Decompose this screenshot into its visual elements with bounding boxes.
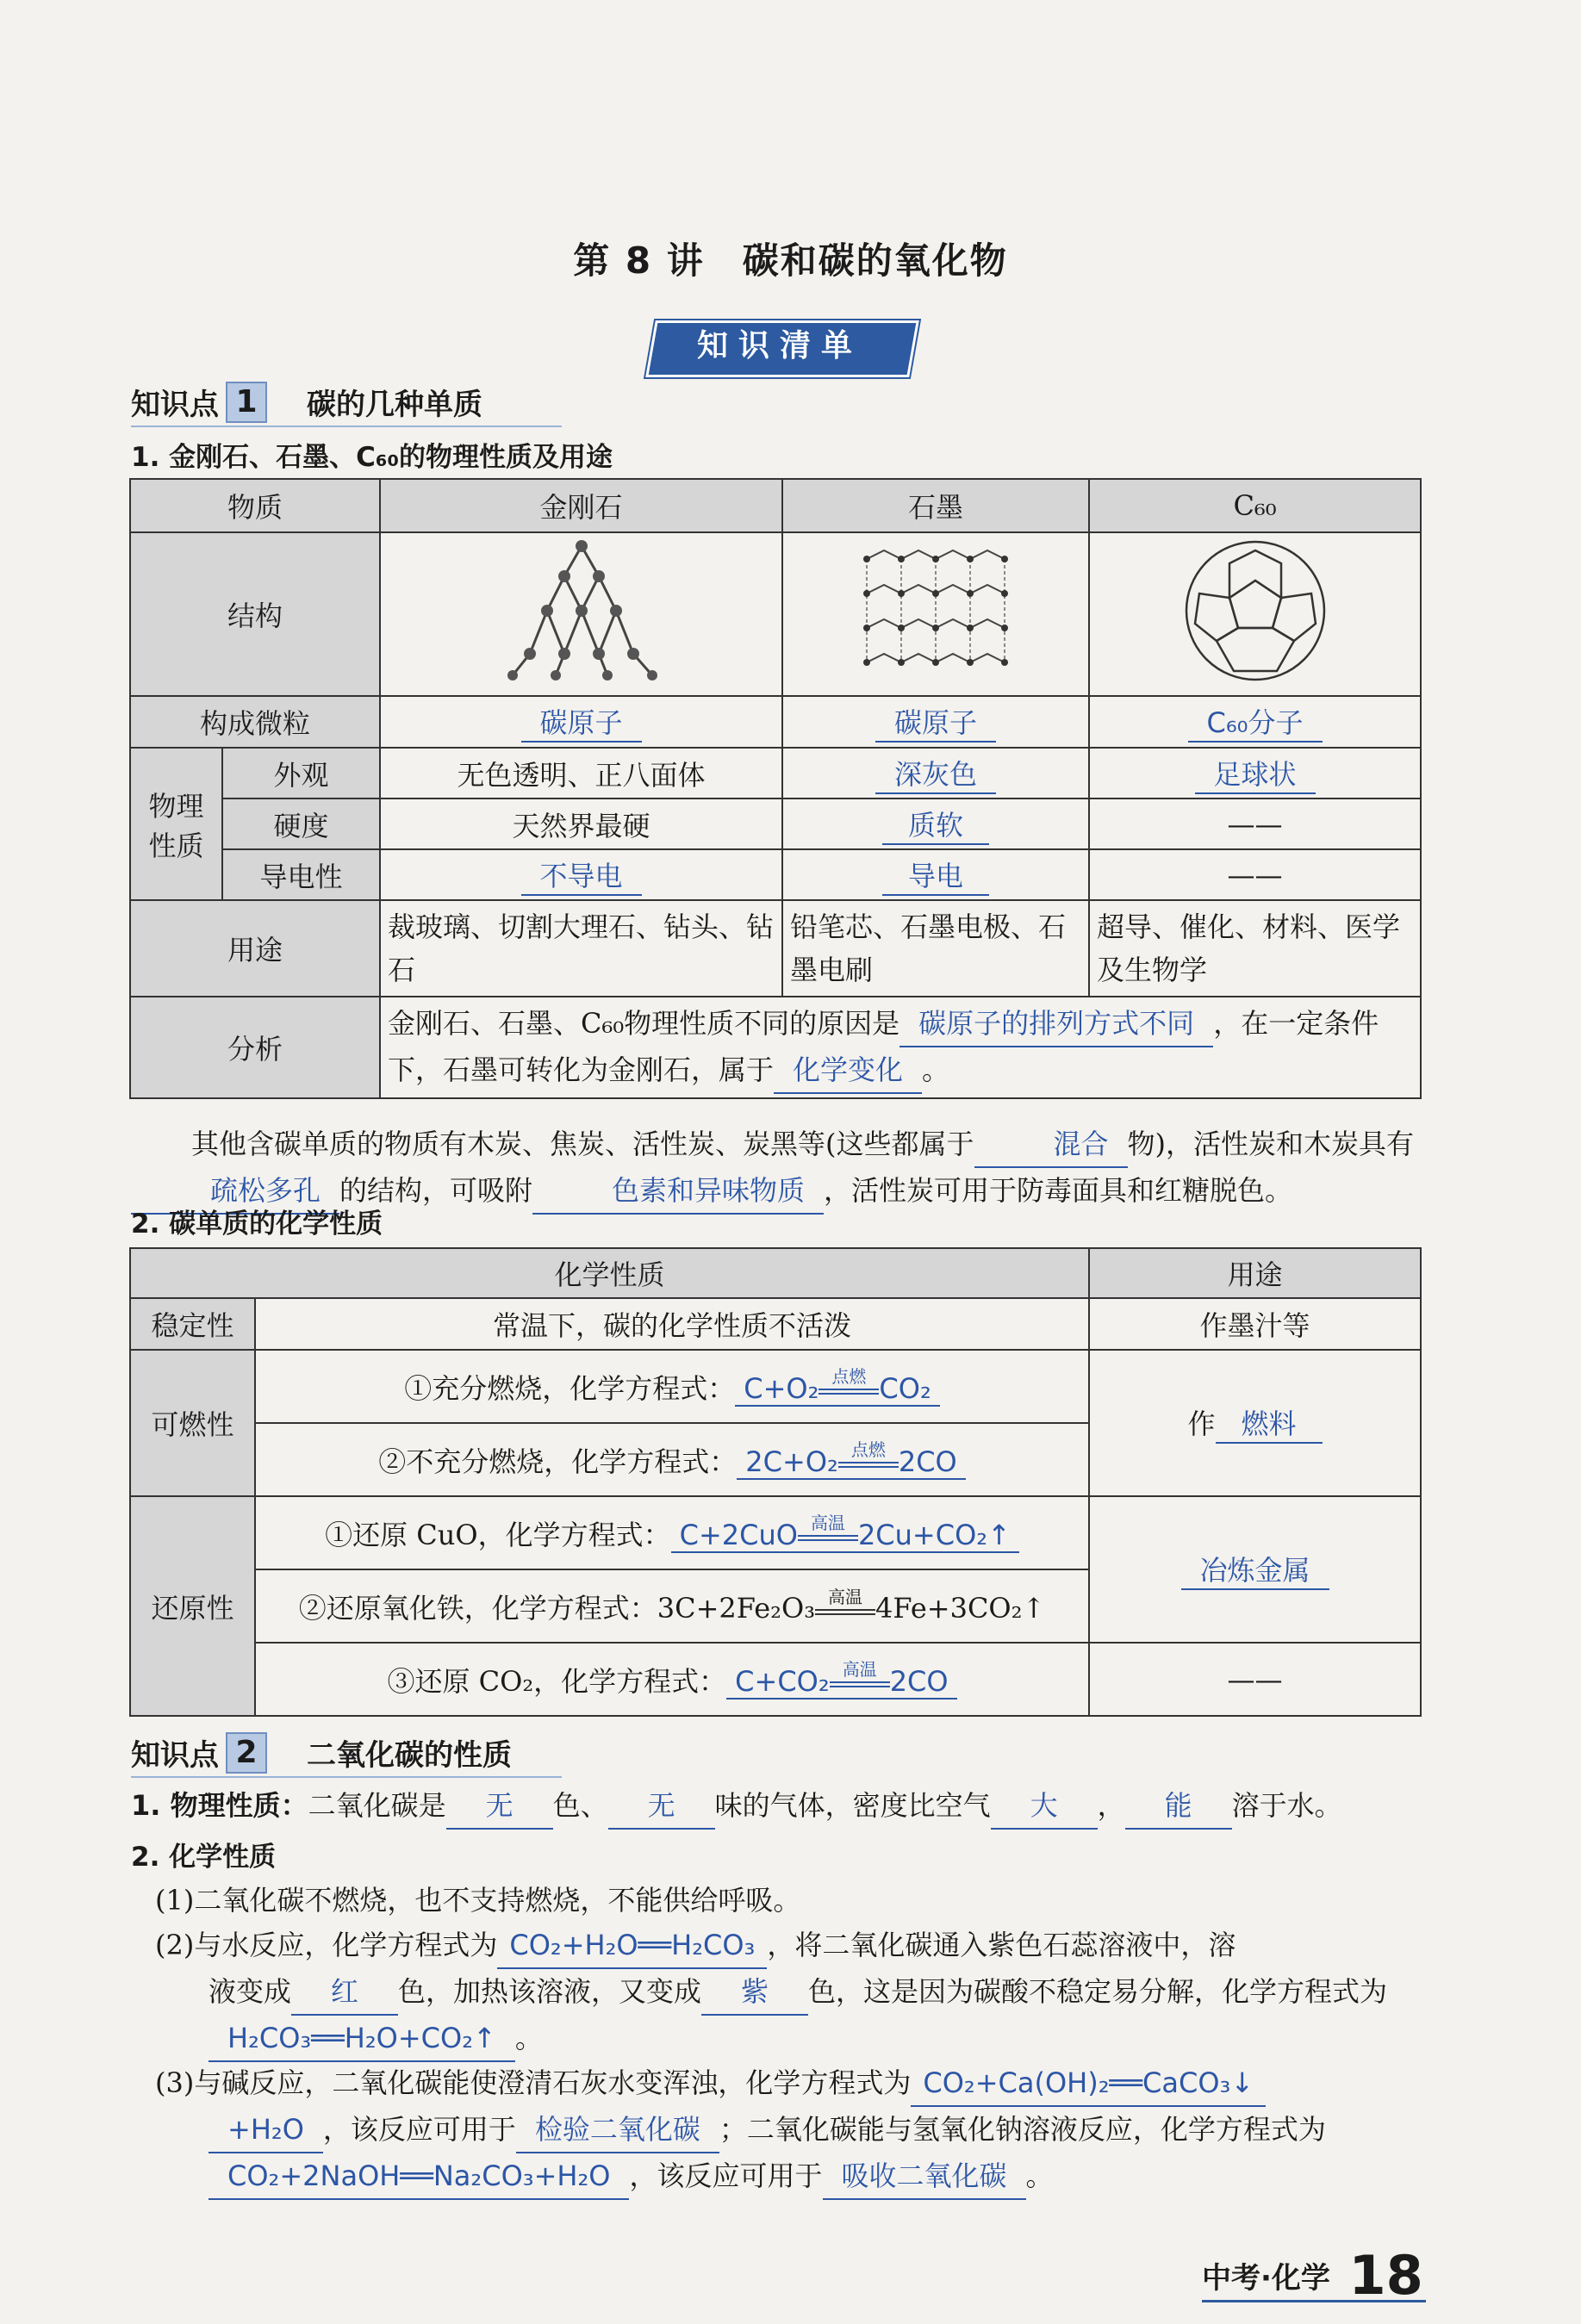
footer-underline: [1202, 2300, 1426, 2302]
section-prefix: 知识点: [131, 388, 219, 422]
label-stability: 稳定性: [130, 1298, 255, 1350]
section-heading-1: [131, 381, 482, 423]
label-structure: 结构: [130, 532, 380, 696]
answer-absorb-co2: 吸收二氧化碳: [823, 2153, 1026, 2200]
label-analysis: 分析: [130, 997, 380, 1098]
answer-adsorb: 色素和异味物质: [532, 1168, 824, 1215]
label-flammability: 可燃性: [130, 1350, 255, 1496]
conduct-graphite: 导电: [882, 854, 989, 896]
c60-structure-icon: [1178, 533, 1333, 688]
stability-text: 常温下，碳的化学性质不活泼: [255, 1298, 1089, 1350]
reducibility-use: [1089, 1496, 1421, 1643]
section-underline: [131, 426, 562, 427]
subheading-1: 1. 金刚石、石墨、C₆₀的物理性质及用途: [131, 442, 613, 473]
label-physical-properties: 物理性质: [130, 748, 222, 900]
equation-reduce-fe2o3: 3C+2Fe₂O₃ 高温 4Fe+3CO₂↑: [657, 1586, 1046, 1625]
section-title: 二氧化碳的性质: [307, 1738, 512, 1773]
answer-test-co2: 检验二氧化碳: [516, 2107, 719, 2153]
equation-partial-combustion: 2C+O₂ 点燃 2CO: [737, 1445, 965, 1480]
diamond-structure-image: [380, 532, 782, 696]
combustion-full: ①充分燃烧，化学方程式： C+O₂ 点燃 CO₂: [255, 1350, 1089, 1423]
carbon-allotropes-table: [129, 478, 1422, 1099]
header-chem-properties: 化学性质: [130, 1248, 1089, 1298]
conduct-diamond: 不导电: [521, 854, 642, 896]
reduce-co2-use: ——: [1089, 1643, 1421, 1716]
header-uses: 用途: [1089, 1248, 1421, 1298]
reduce-co2: ③还原 CO₂，化学方程式： C+CO₂ 高温 2CO: [255, 1643, 1089, 1716]
carbon-chemical-properties-table: [129, 1247, 1422, 1717]
reduce-fe2o3: ②还原氧化铁，化学方程式：3C+2Fe₂O₃ 高温 4Fe+3CO₂↑: [255, 1569, 1089, 1643]
co2-chem-3: (3)与碱反应，二氧化碳能使澄清石灰水变浑浊，化学方程式为 CO₂+Ca(OH)₂══CaCO₃↓ +H₂O ，该反应可用于 检验二氧化碳 ；二氧化碳能与氢氧化钠溶液反应，化学方程式为 CO₂+2NaOH══Na₂CO₃+H₂O ，该反应可用于 吸收二氧化碳 。: [155, 2060, 1422, 2200]
label-particles: 构成微粒: [130, 696, 380, 748]
label-hardness: 硬度: [222, 798, 380, 849]
graphite-structure-image: [782, 532, 1089, 696]
section-prefix: 知识点: [131, 1738, 219, 1773]
label-uses: 用途: [130, 900, 380, 997]
equation-carbonic-decompose: H₂CO₃══H₂O+CO₂↑: [209, 2016, 515, 2062]
uses-diamond: 裁玻璃、切割大理石、钻头、钻石: [380, 900, 782, 997]
equation-full-combustion: C+O₂ 点燃 CO₂: [735, 1372, 940, 1407]
hardness-c60: ——: [1089, 798, 1421, 849]
equation-reduce-co2: C+CO₂ 高温 2CO: [726, 1665, 956, 1700]
page-number: 18: [1348, 2244, 1423, 2307]
uses-c60: 超导、催化、材料、医学及生物学: [1089, 900, 1421, 997]
subheading-2: 2. 碳单质的化学性质: [131, 1209, 383, 1240]
answer-soluble: 能: [1125, 1783, 1232, 1830]
answer-porous: 疏松多孔: [131, 1168, 339, 1215]
label-reducibility: 还原性: [130, 1496, 255, 1716]
answer-purple: 紫: [701, 1969, 808, 2016]
hardness-diamond: 天然界最硬: [380, 798, 782, 849]
label-appearance: 外观: [222, 748, 380, 798]
co2-chem-1: (1)二氧化碳不燃烧，也不支持燃烧，不能供给呼吸。: [155, 1884, 801, 1917]
equation-co2-naoh: CO₂+2NaOH══Na₂CO₃+H₂O: [209, 2153, 629, 2200]
answer-odorless: 无: [608, 1783, 715, 1830]
section-number: 2: [226, 1732, 267, 1774]
hardness-graphite: 质软: [882, 804, 989, 845]
label-conductivity: 导电性: [222, 849, 380, 900]
particle-diamond: 碳原子: [521, 701, 642, 743]
section-title: 碳的几种单质: [307, 388, 482, 422]
answer-mixture: 混合: [974, 1122, 1128, 1168]
equation-co2-limewater: CO₂+Ca(OH)₂══CaCO₃↓: [911, 2060, 1266, 2107]
banner-title: 知识清单: [696, 328, 862, 364]
section-heading-2: [131, 1731, 512, 1774]
header-graphite: 石墨: [782, 479, 1089, 532]
equation-reduce-cuo: C+2CuO 高温 2Cu+CO₂↑: [671, 1519, 1019, 1553]
answer-red: 红: [291, 1969, 398, 2016]
appearance-diamond: 无色透明、正八面体: [380, 748, 782, 798]
c60-structure-image: [1089, 532, 1421, 696]
reduce-cuo: ①还原 CuO，化学方程式： C+2CuO 高温 2Cu+CO₂↑: [255, 1496, 1089, 1569]
header-diamond: 金刚石: [380, 479, 782, 532]
analysis-answer-2: 化学变化: [774, 1047, 922, 1094]
particle-c60: C₆₀分子: [1188, 701, 1323, 743]
page-footer: [1202, 2244, 1423, 2307]
conduct-c60: ——: [1089, 849, 1421, 900]
equation-co2-limewater-cont: +H₂O: [209, 2107, 323, 2153]
co2-physical-properties: 1. 物理性质：二氧化碳是 无 色、 无 味的气体，密度比空气 大 ， 能 溶于水。: [131, 1783, 1423, 1830]
graphite-structure-icon: [858, 542, 1013, 680]
other-carbon-paragraph: 其他含碳单质的物质有木炭、焦炭、活性炭、炭黑等(这些都属于 混合 物)，活性炭和木炭具有疏松多孔 的结构，可吸附 色素和异味物质 ，活性炭可用于防毒面具和红糖脱色。: [131, 1122, 1423, 1215]
answer-denser: 大: [991, 1783, 1098, 1830]
co2-chem-2: (2)与水反应，化学方程式为 CO₂+H₂O══H₂CO₃ ，将二氧化碳通入紫色石蕊溶液中，溶 液变成 红 色，加热该溶液，又变成 紫 色，这是因为碳酸不稳定易分解，化学方程式为 H₂CO₃══H₂O+CO₂↑ 。: [155, 1923, 1422, 2062]
appearance-graphite: 深灰色: [875, 753, 996, 794]
diamond-structure-icon: [504, 533, 659, 688]
analysis-answer-1: 碳原子的排列方式不同: [899, 1001, 1213, 1047]
section-number: 1: [226, 382, 267, 423]
uses-graphite: 铅笔芯、石墨电极、石墨电刷: [782, 900, 1089, 997]
combustion-partial: ②不充分燃烧，化学方程式： 2C+O₂ 点燃 2CO: [255, 1423, 1089, 1496]
page-title: 第 8 讲 碳和碳的氧化物: [573, 239, 1008, 282]
answer-colorless: 无: [446, 1783, 553, 1830]
footer-subject: 中考·化学: [1202, 2261, 1330, 2296]
analysis-text: 金刚石、石墨、C₆₀物理性质不同的原因是 碳原子的排列方式不同 ，在一定条件下，石墨可转化为金刚石，属于 化学变化 。: [380, 997, 1421, 1098]
answer-smelting: 冶炼金属: [1181, 1549, 1329, 1590]
section-underline: [131, 1776, 562, 1778]
co2-chem-heading: 2. 化学性质: [131, 1842, 277, 1873]
appearance-c60: 足球状: [1195, 753, 1316, 794]
header-c60: C₆₀: [1089, 479, 1421, 532]
flammability-use: 作 燃料: [1089, 1350, 1421, 1496]
particle-graphite: 碳原子: [875, 701, 996, 743]
stability-use: 作墨汁等: [1089, 1298, 1421, 1350]
equation-co2-water: CO₂+H₂O══H₂CO₃: [497, 1923, 767, 1969]
answer-fuel: 燃料: [1216, 1402, 1323, 1444]
header-substance: 物质: [130, 479, 380, 532]
